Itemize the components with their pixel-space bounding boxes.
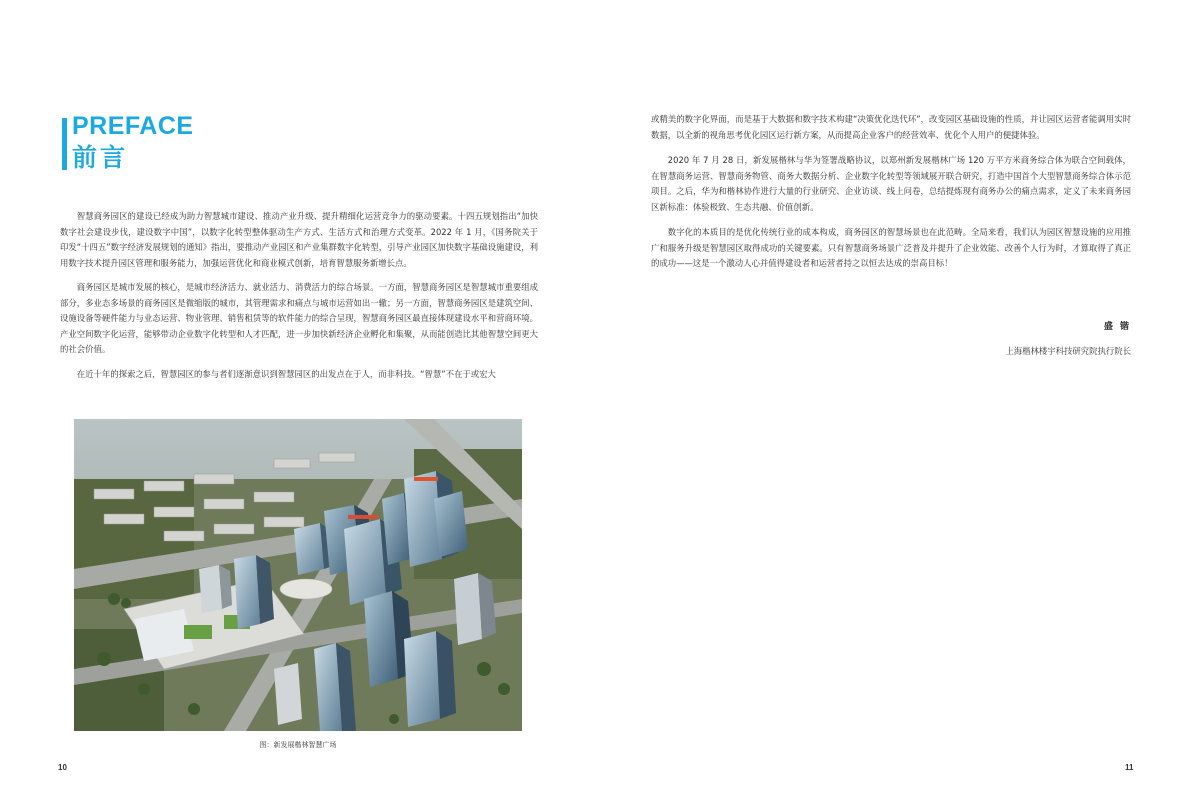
left-body-text [60, 209, 538, 382]
paragraph: 在近十年的探索之后，智慧园区的参与者们逐渐意识到智慧园区的出发点在于人，而非科技。“智慧”不在于或宏大 [76, 368, 496, 379]
paragraph: 智慧商务园区的建设已经成为助力智慧城市建设、推动产业升级、提升精细化运营竞争力的驱动要素。十四五规划指出“加快数字社会建设步伐，建设数字中国”，以数字化转型整体驱动生产方式、生活方式和治理方式变革。2022 年 1 月，《国务院关于印发“十四五”数字经济发展规划的通知》指出，要推动产业园区和产业集群数字化转型，引导产业园区加快数字基础设施建设，利用数字技术提升园区管理和服务能力，加强运营优化和商业模式创新，培育智慧服务新增长点。 [60, 211, 538, 268]
signature-name: 盛 锴 [1103, 322, 1131, 332]
aerial-rendering-image [74, 419, 522, 731]
paragraph: 或精美的数字化界面，而是基于大数据和数字技术构建“决策优化迭代环”，改变园区基础设施的性质，并让园区运营者能调用实时数据，以全新的视角思考优化园区运行新方案，从而提高企业客户的经营效率、优化个人用户的便捷体验。 [651, 114, 1131, 140]
paragraph: 商务园区是城市发展的核心，是城市经济活力、就业活力、消费活力的综合场景。一方面，智慧商务园区是智慧城市重要组成部分，多业态多场景的商务园区是微缩版的城市，其管理需求和痛点与城市运营如出一辙；另一方面，智慧商务园区是建筑空间、设施设备等硬件能力与业态运营、物业管理、销售租赁等的软件能力的综合呈现，智慧商务园区最直接体现建设水平和营商环境。产业空间数字化运营，能够带动企业数字化转型和人才匹配，进一步加快新经济企业孵化和集聚，从而能创造比其他智慧空间更大的社会价值。 [60, 282, 538, 354]
heading-en: PREFACE [72, 112, 194, 140]
image-caption: 图：新发展楷林智慧广场 [259, 741, 337, 749]
page-number: 10 [58, 763, 67, 772]
paragraph: 数字化的本质目的是优化传统行业的成本构成，商务园区的智慧场景也在此范畴。全局来看，我们认为园区智慧设施的应用推广和服务升级是智慧园区取得成功的关键要素。只有智慧商务场景广泛普及并提升了企业效能、改善个人行为时，才算取得了真正的成功——这是一个激动人心并值得建设者和运营者持之以恒去达成的崇高目标！ [651, 227, 1131, 268]
signature-title: 上海楷林楼宇科技研究院执行院长 [1005, 346, 1131, 356]
paragraph: 2020 年 7 月 28 日，新发展楷林与华为签署战略协议，以郑州新发展楷林广场 120 万平方米商务综合体为联合空间载体，在智慧商务运营、智慧商务物管、商务大数据分析、企业数字化转型等领域展开联合研究，打造中国首个大型智慧商务综合体示范项目。之后，华为和楷林协作进行大量的行业研究、企业访谈、线上问卷，总结提炼现有商务办公的痛点需求，定义了未来商务园区新标准：体验极致、生态共融、价值创新。 [651, 155, 1131, 212]
heading-zh: 前言 [72, 143, 129, 172]
title-accent-bar [62, 118, 67, 170]
page-number: 11 [1125, 763, 1134, 772]
right-body-text [651, 112, 1131, 282]
